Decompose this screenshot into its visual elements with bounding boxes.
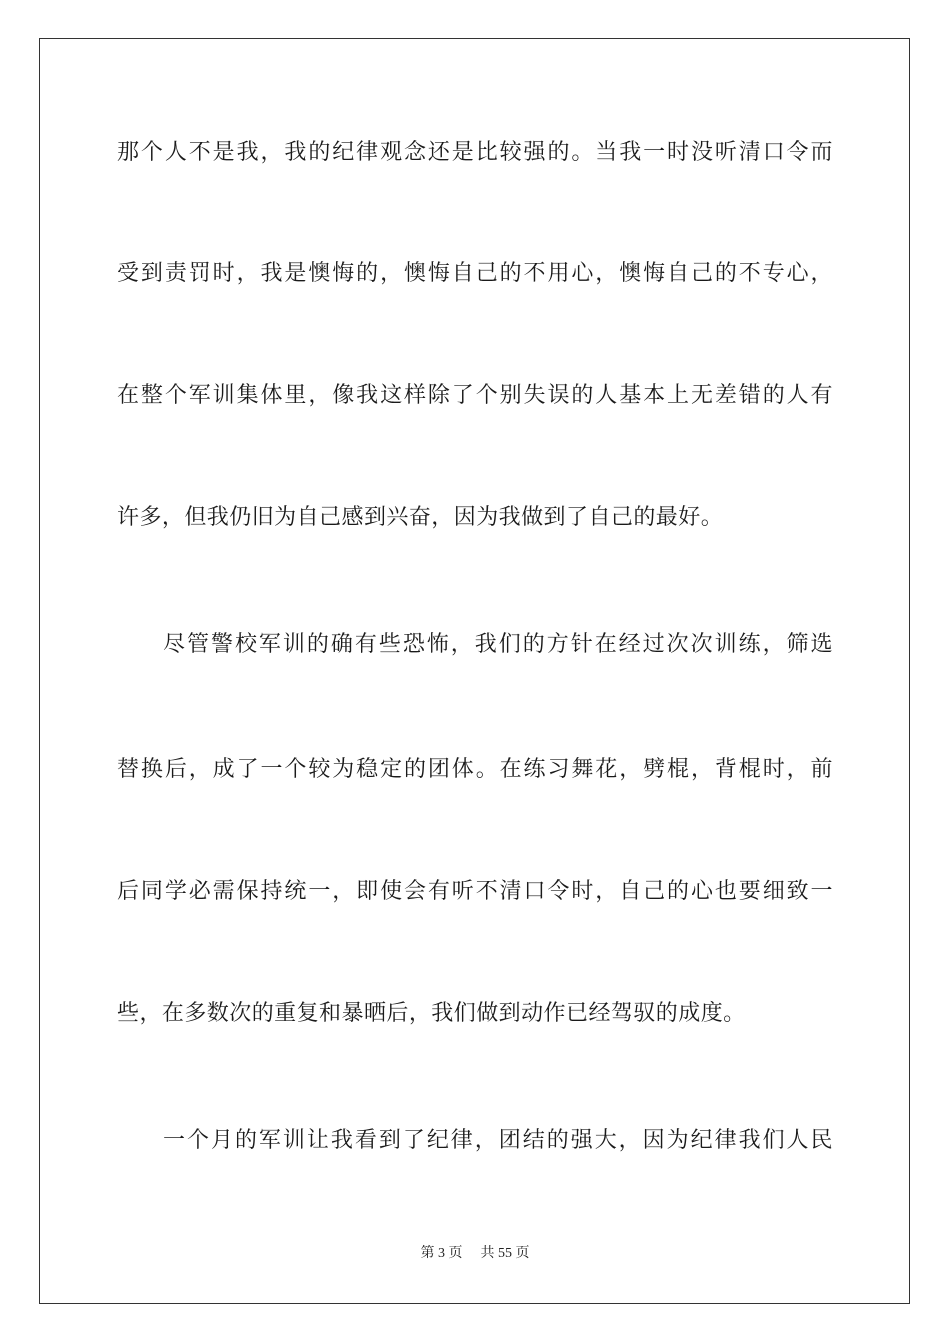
body-text-line-1: 那个人不是我，我的纪律观念还是比较强的。当我一时没听清口令而 — [117, 140, 833, 165]
body-text-line-7: 后同学必需保持统一，即使会有听不清口令时，自己的心也要细致一 — [117, 879, 833, 904]
page-border — [39, 38, 910, 1304]
body-text-line-6: 替换后，成了一个较为稳定的团体。在练习舞花，劈棍，背棍时，前 — [117, 757, 833, 782]
body-text-line-3: 在整个军训集体里，像我这样除了个别失误的人基本上无差错的人有 — [117, 383, 833, 408]
body-text-line-8: 些，在多数次的重复和暴晒后，我们做到动作已经驾驭的成度。 — [117, 1001, 746, 1026]
body-text-line-9: 一个月的军训让我看到了纪律，团结的强大，因为纪律我们人民 — [163, 1128, 833, 1153]
page-footer — [0, 1245, 950, 1263]
body-text-line-2: 受到责罚时，我是懊悔的，懊悔自己的不用心，懊悔自己的不专心， — [117, 261, 833, 286]
body-text-line-4: 许多，但我仍旧为自己感到兴奋，因为我做到了自己的最好。 — [117, 505, 724, 530]
page-number: 第 3 页 — [420, 1246, 463, 1261]
body-text-line-5: 尽管警校军训的确有些恐怖，我们的方针在经过次次训练，筛选 — [163, 632, 833, 657]
page-total: 共 55 页 — [480, 1246, 530, 1261]
